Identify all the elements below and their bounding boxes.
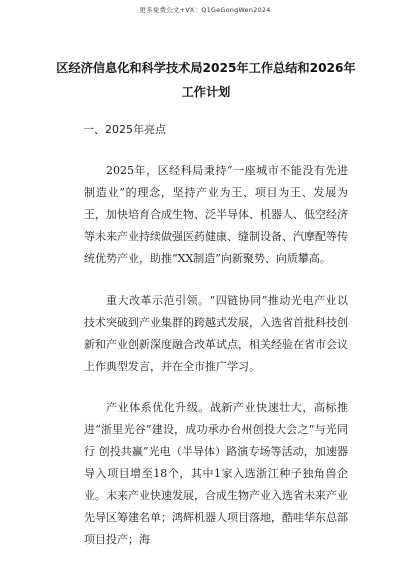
paragraph-2: 重大改革示范引领。“四链协同”推动光电产业以技术突破到产业集群的跨越式发展，入选省首批科技创新和产业创新深度融合改革试点，相关经验在省市会议上作典型发言，并在全市推广学习。 xyxy=(84,294,348,373)
paragraph-1: 2025年，区经科局秉持“一座城市不能没有先进制造业”的理念，坚持产业为王、项目为王、发展为王，加快培育合成生物、泛半导体、机器人、低空经济等未来产业持续做强医药健康、缝制设备、汽摩配等传统优势产业，助推“XX制造”向新聚势、向质攀高。 xyxy=(84,164,348,265)
paragraph-3: 产业体系优化升级。战新产业快速壮大，高标推进“浙里光谷”建设，成功承办台州创投大会之“与光同行 创投共赢”光电（半导体）路演专场等活动，加速器导入项目增至18个，其中1家入选浙江种子独角兽企业。未来产业快速发展，合成生物产业入选省未来产业先导区筹建名单；鸿辉机器人项目落地，酷哇华东总部项目投产；海 xyxy=(84,401,348,546)
header-note: 更多免费公文+VX：Q1GeGongWen2024 xyxy=(139,6,271,14)
document-title: 区经济信息化和科学技术局2025年工作总结和2026年工作计划 xyxy=(56,61,356,99)
section-heading: 一、2025年亮点 xyxy=(83,123,166,136)
